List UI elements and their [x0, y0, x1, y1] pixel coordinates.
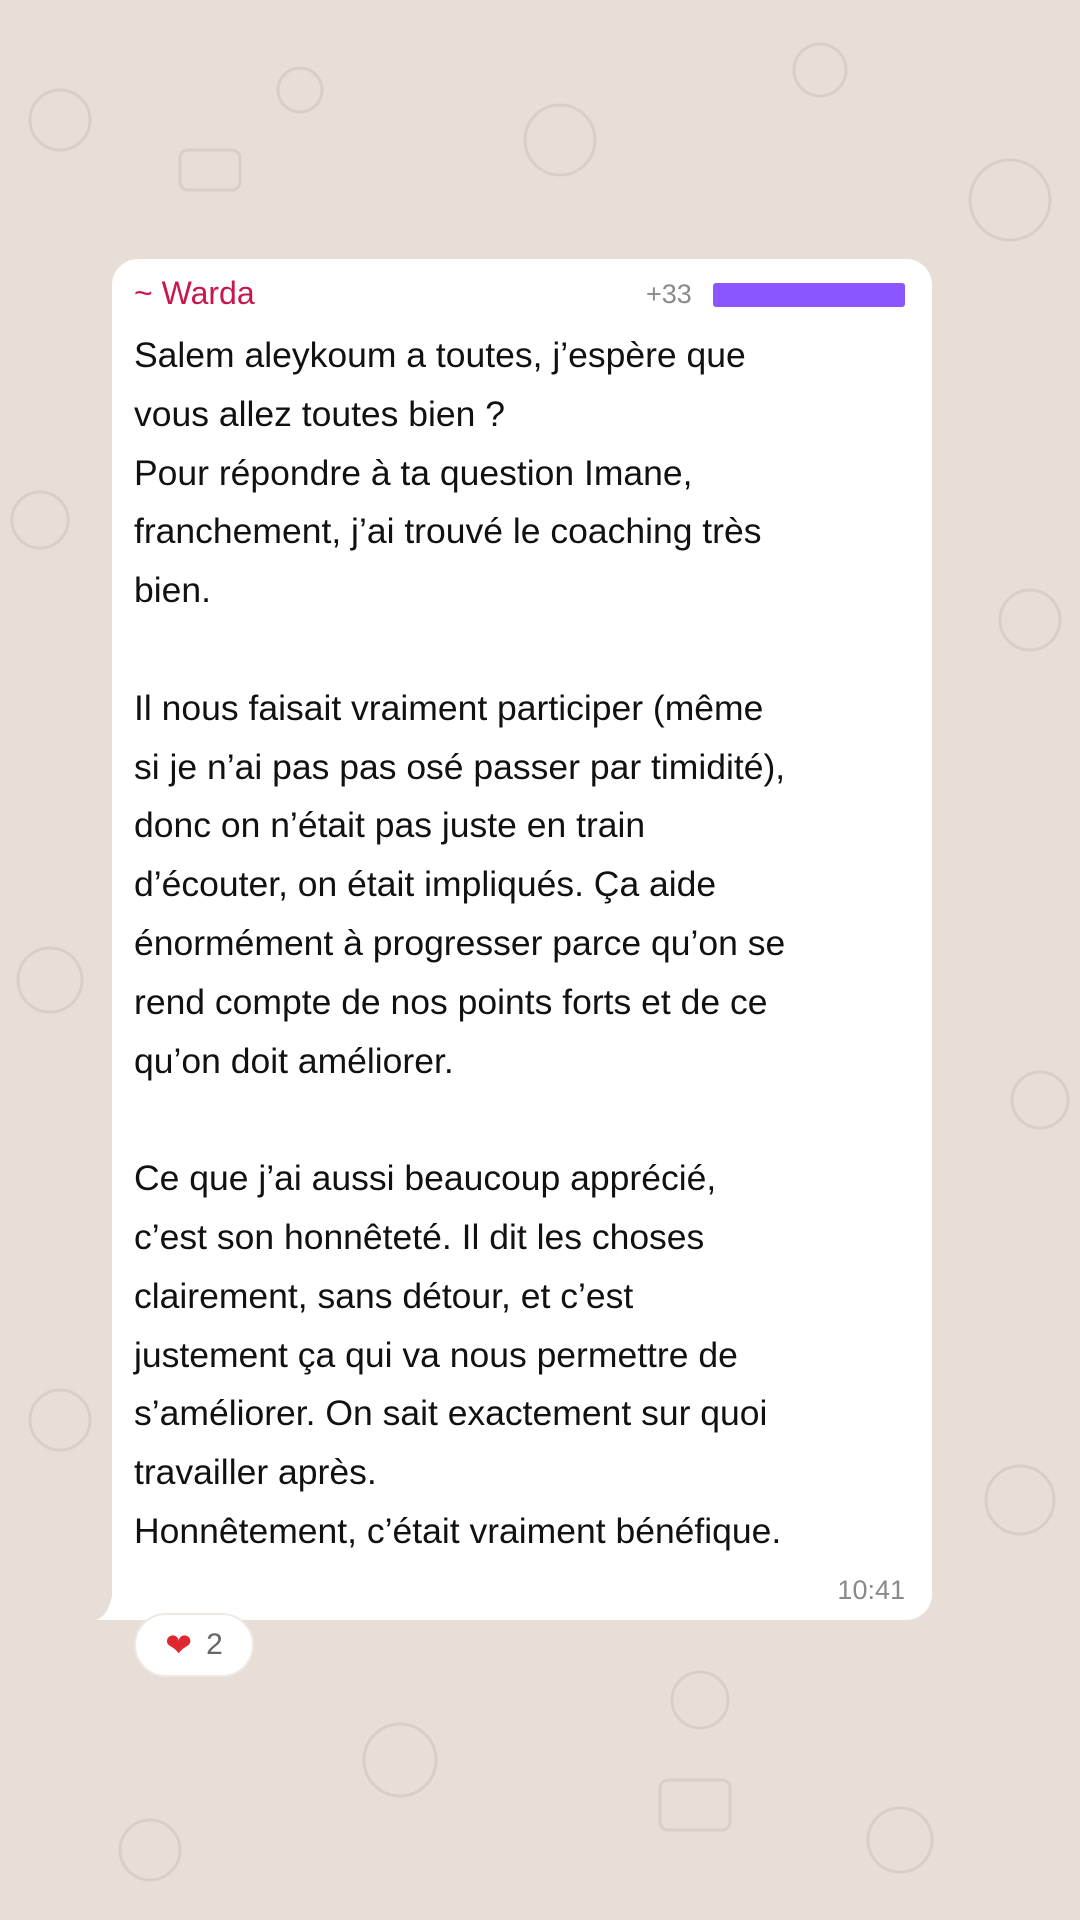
phone-redaction: [713, 283, 905, 307]
heart-icon: ❤: [165, 1627, 193, 1663]
message-text: Salem aleykoum a toutes, j’espère que vous allez toutes bien ? Pour répondre à ta question Imane, franchement, j’ai trouvé le coaching très bien. Il nous faisait vraiment participer (même si je n’ai pas pas osé passer par timidité), donc on n’était pas juste en train d’écouter, on était impliqués. Ça aide énormément à progresser parce qu’on se rend compte de nos points forts et de ce qu’on doit améliorer. Ce que j’ai aussi beaucoup apprécié, c’est son honnêteté. Il dit les choses clairement, sans détour, et c’est justement ça qui va nous permettre de s’améliorer. On sait exactement sur quoi travailler après. Honnêtement, c’était vraiment bénéfique.: [134, 335, 786, 1551]
sender-phone: +33: [646, 279, 692, 309]
reaction-badge[interactable]: [134, 1613, 254, 1677]
message-time: 10:41: [837, 1575, 905, 1605]
reaction-count: 2: [206, 1628, 223, 1661]
sender-name[interactable]: ~ Warda: [134, 275, 255, 311]
